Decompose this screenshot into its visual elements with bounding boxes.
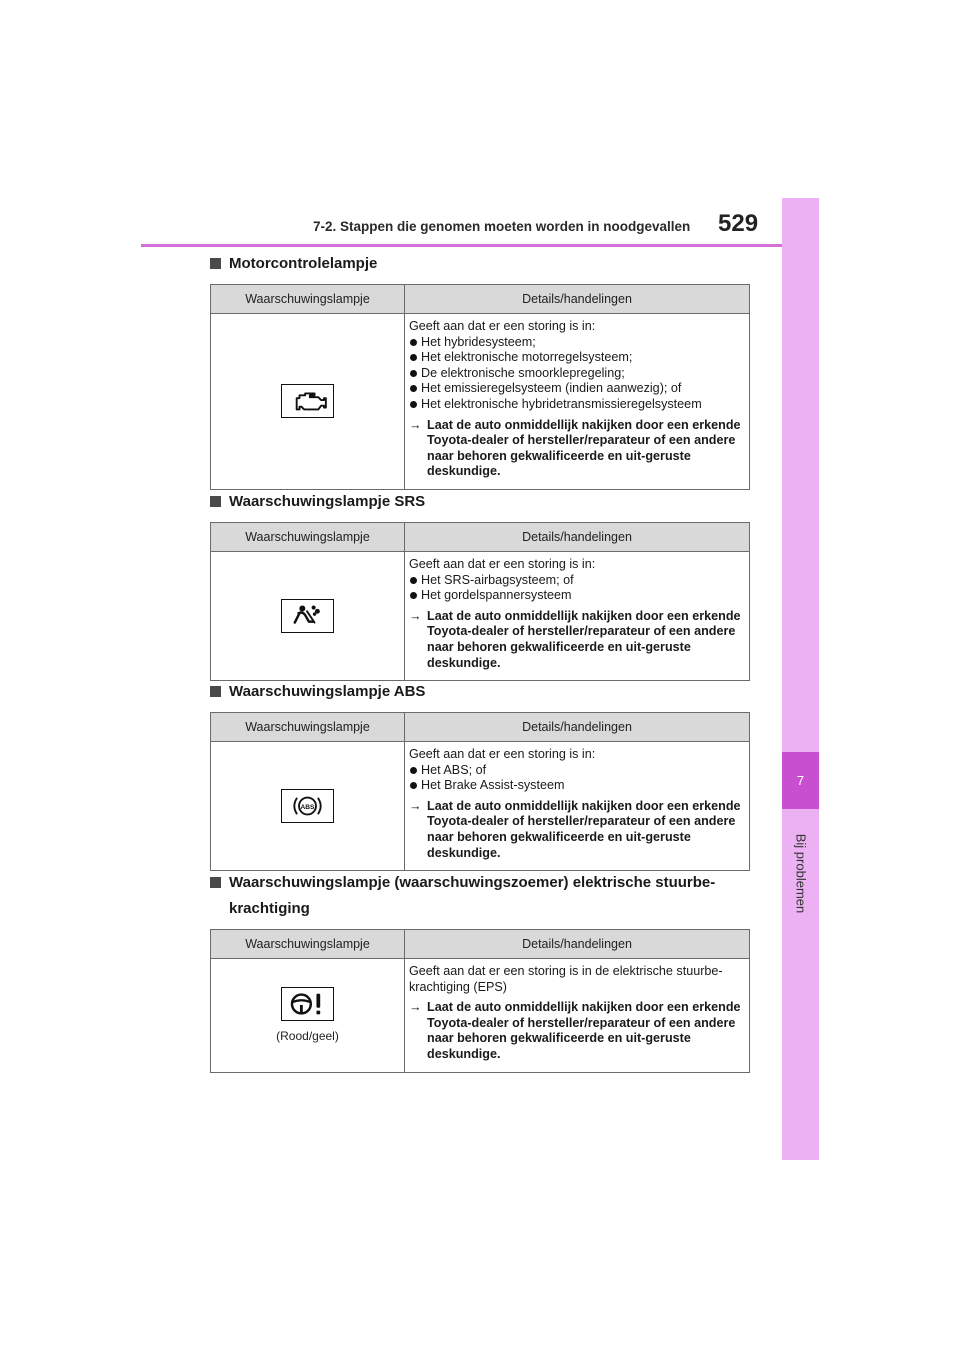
arrow-icon: → — [409, 798, 422, 813]
section-abs-lamp — [210, 679, 750, 871]
section-eps-lamp — [210, 870, 750, 1073]
section-engine-lamp — [210, 251, 750, 490]
details-cell — [405, 959, 750, 1073]
abs-icon-label: ABS — [300, 803, 315, 811]
column-header-lamp: Waarschuwingslampje — [211, 285, 405, 314]
page-number: 529 — [718, 210, 759, 237]
action-text: Laat de auto onmiddellijk nakijken door een erkende Toyota-dealer of hersteller/reparateur of een andere naar behoren gekwalificeerde en uit-geruste deskundige. — [427, 608, 741, 670]
details-cell — [405, 742, 750, 871]
action-instruction — [409, 1000, 745, 1062]
list-item: Het ABS; of — [409, 763, 745, 779]
arrow-icon: → — [409, 608, 422, 623]
details-intro: Geeft aan dat er een storing is in: — [409, 557, 596, 571]
list-item: Het elektronische motorregelsysteem; — [409, 350, 745, 366]
lamp-color-note: (Rood/geel) — [276, 1029, 339, 1044]
list-item: Het hybridesysteem; — [409, 335, 745, 351]
steering-warning-icon — [281, 987, 334, 1021]
warning-table — [210, 522, 750, 681]
details-intro: Geeft aan dat er een storing is in de elektrische stuurbe-krachtiging (EPS) — [409, 964, 723, 994]
chapter-label-text: Bij problemen — [793, 833, 808, 913]
column-header-details: Details/handelingen — [405, 713, 750, 742]
list-item: Het elektronische hybridetransmissieregelsysteem — [409, 397, 745, 413]
action-instruction — [409, 418, 745, 480]
details-cell — [405, 314, 750, 490]
chapter-label — [782, 818, 819, 928]
section-srs-lamp — [210, 489, 750, 681]
column-header-details: Details/handelingen — [405, 285, 750, 314]
section-heading: Waarschuwingslampje ABS — [210, 679, 750, 705]
column-header-details: Details/handelingen — [405, 523, 750, 552]
arrow-icon: → — [409, 417, 422, 432]
list-item: Het Brake Assist-systeem — [409, 778, 745, 794]
abs-icon — [281, 789, 334, 823]
lamp-cell — [211, 959, 405, 1073]
action-instruction — [409, 609, 745, 671]
header-divider — [141, 244, 782, 247]
arrow-icon: → — [409, 1000, 422, 1015]
details-intro: Geeft aan dat er een storing is in: — [409, 319, 596, 333]
column-header-lamp: Waarschuwingslampje — [211, 523, 405, 552]
list-item: Het emissieregelsysteem (indien aanwezig); of — [409, 381, 745, 397]
action-instruction — [409, 799, 745, 861]
section-heading: Waarschuwingslampje SRS — [210, 489, 750, 515]
warning-table — [210, 284, 750, 490]
column-header-lamp: Waarschuwingslampje — [211, 930, 405, 959]
chapter-number-badge: 7 — [782, 752, 819, 809]
section-header-title: 7-2. Stappen die genomen moeten worden in noodgevallen — [313, 219, 691, 234]
details-intro: Geeft aan dat er een storing is in: — [409, 747, 596, 761]
section-heading: Waarschuwingslampje (waarschuwingszoemer) elektrische stuurbe-krachtiging — [210, 870, 750, 922]
airbag-icon — [281, 599, 334, 633]
engine-icon — [281, 384, 334, 418]
warning-table — [210, 929, 750, 1073]
action-text: Laat de auto onmiddellijk nakijken door een erkende Toyota-dealer of hersteller/reparateur of een andere naar behoren gekwalificeerde en uit-geruste deskundige. — [427, 1000, 741, 1061]
details-cell — [405, 552, 750, 681]
list-item: Het SRS-airbagsysteem; of — [409, 573, 745, 589]
section-heading: Motorcontrolelampje — [210, 251, 750, 277]
list-item: Het gordelspannersysteem — [409, 588, 745, 604]
lamp-cell — [211, 742, 405, 871]
action-text: Laat de auto onmiddellijk nakijken door een erkende Toyota-dealer of hersteller/reparateur of een andere naar behoren gekwalificeerde en uit-geruste deskundige. — [427, 798, 741, 860]
column-header-details: Details/handelingen — [405, 930, 750, 959]
column-header-lamp: Waarschuwingslampje — [211, 713, 405, 742]
lamp-cell — [211, 552, 405, 681]
list-item: De elektronische smoorklepregeling; — [409, 366, 745, 382]
warning-table — [210, 712, 750, 871]
lamp-cell — [211, 314, 405, 490]
action-text: Laat de auto onmiddellijk nakijken door een erkende Toyota-dealer of hersteller/reparateur of een andere naar behoren gekwalificeerde en uit-geruste deskundige. — [427, 417, 741, 479]
chapter-side-tab — [782, 198, 819, 1160]
